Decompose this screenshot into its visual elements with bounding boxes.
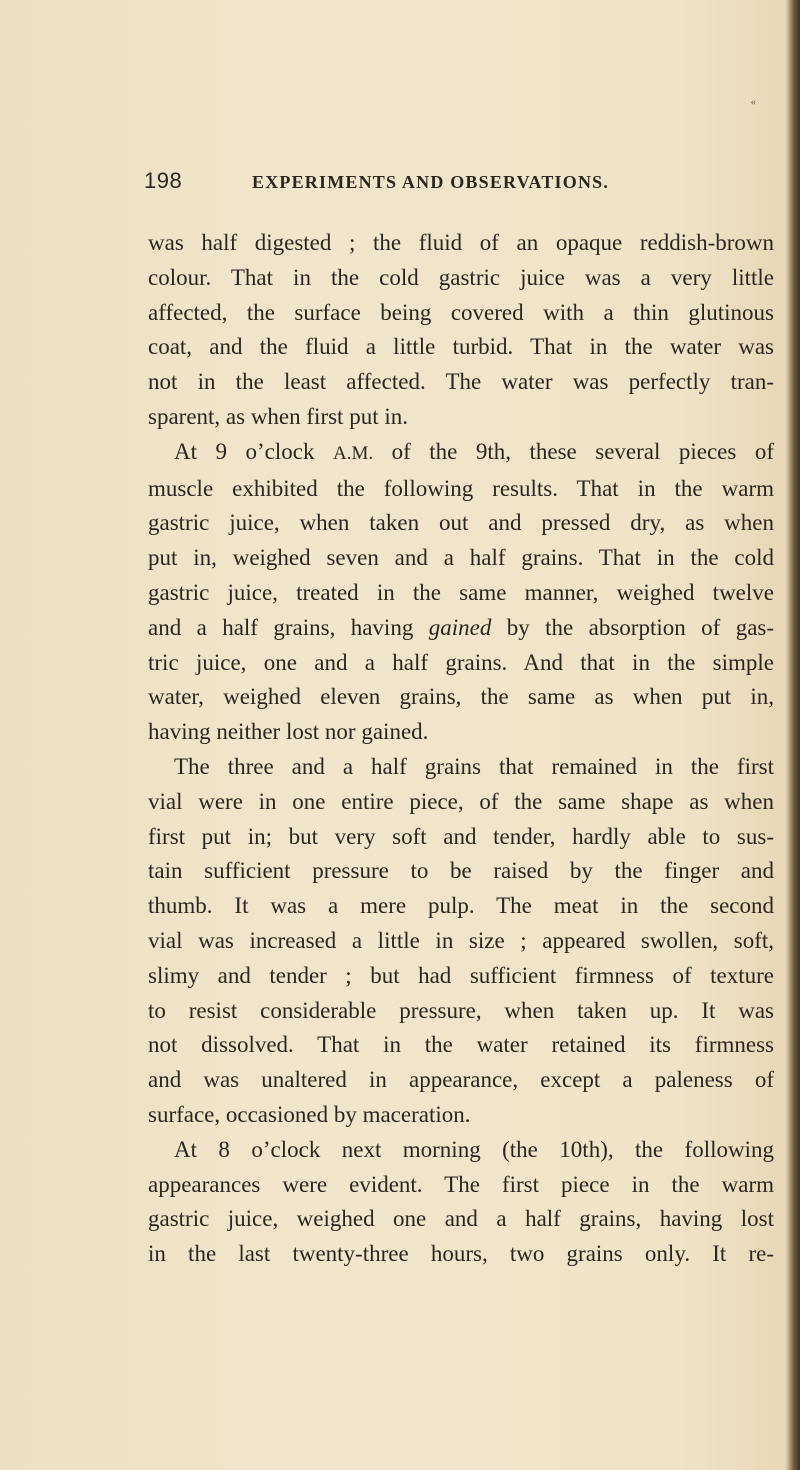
text-line: tain sufficient pressure to be raised by the finger and: [148, 858, 774, 884]
text-line: was half digested ; the fluid of an opaque reddish-brown: [148, 230, 774, 255]
text-line: gastric juice, weighed one and a half grains, having lost: [148, 1206, 774, 1232]
text-run: by the absorption of gas-: [506, 614, 775, 640]
text-line: tric juice, one and a half grains. And that in the simple: [148, 649, 774, 675]
paragraph-3: [148, 750, 774, 1133]
paragraph-2: [148, 435, 774, 750]
text-line: thumb. It was a mere pulp. The meat in the second: [148, 893, 774, 919]
paragraph-1: [148, 226, 774, 435]
text-line: vial was increased a little in size ; appeared swollen, soft,: [148, 927, 774, 953]
text-line: put in, weighed seven and a half grains. That in the cold: [148, 545, 774, 571]
text-run: and a half grains, having: [148, 614, 414, 640]
margin-mark: «: [750, 96, 756, 108]
text-run: At 9 o’clock: [174, 438, 315, 464]
text-run: of the 9th, these several pieces of: [391, 438, 774, 464]
text-line: having neither lost nor gained.: [148, 719, 429, 745]
text-line: sparent, as when first put in.: [148, 403, 408, 429]
text-line: [148, 611, 774, 646]
text-line: colour. That in the cold gastric juice was a very little: [148, 264, 774, 290]
text-line: appearances were evident. The first piece in the warm: [148, 1171, 774, 1197]
text-line: surface, occasioned by maceration.: [148, 1101, 471, 1127]
text-line: The three and a half grains that remained in the first: [174, 753, 774, 779]
text-line: to resist considerable pressure, when taken up. It was: [148, 997, 774, 1023]
text-line: gastric juice, treated in the same manner, weighed twelve: [148, 579, 774, 605]
running-head: [144, 168, 764, 198]
text-line: not dissolved. That in the water retained its firmness: [148, 1032, 774, 1058]
text-line: first put in; but very soft and tender, hardly able to sus-: [148, 823, 774, 849]
italic-word: gained: [428, 614, 492, 640]
running-head-title: EXPERIMENTS AND OBSERVATIONS.: [252, 172, 610, 192]
text-line: muscle exhibited the following results. That in the warm: [148, 475, 774, 501]
text-line: affected, the surface being covered with a thin glutinous: [148, 299, 774, 325]
text-line: and was unaltered in appearance, except a paleness of: [148, 1067, 774, 1093]
text-line: gastric juice, when taken out and pressed dry, as when: [148, 510, 774, 536]
page-body: [148, 226, 774, 1272]
text-line: [148, 435, 774, 472]
text-line: vial were in one entire piece, of the same shape as when: [148, 788, 774, 814]
text-line: coat, and the fluid a little turbid. That in the water was: [148, 334, 774, 360]
text-line: water, weighed eleven grains, the same as when put in,: [148, 684, 774, 710]
text-line: in the last twenty-three hours, two grains only. It re-: [148, 1241, 774, 1267]
paragraph-4: [148, 1133, 774, 1272]
text-line: slimy and tender ; but had sufficient firmness of texture: [148, 962, 774, 988]
time-abbreviation: A.M.: [332, 442, 374, 464]
page-number: 198: [144, 168, 183, 193]
page-edge-shadow: [786, 0, 800, 1470]
text-line: At 8 o’clock next morning (the 10th), the following: [174, 1136, 774, 1162]
text-line: not in the least affected. The water was perfectly tran-: [148, 369, 774, 395]
